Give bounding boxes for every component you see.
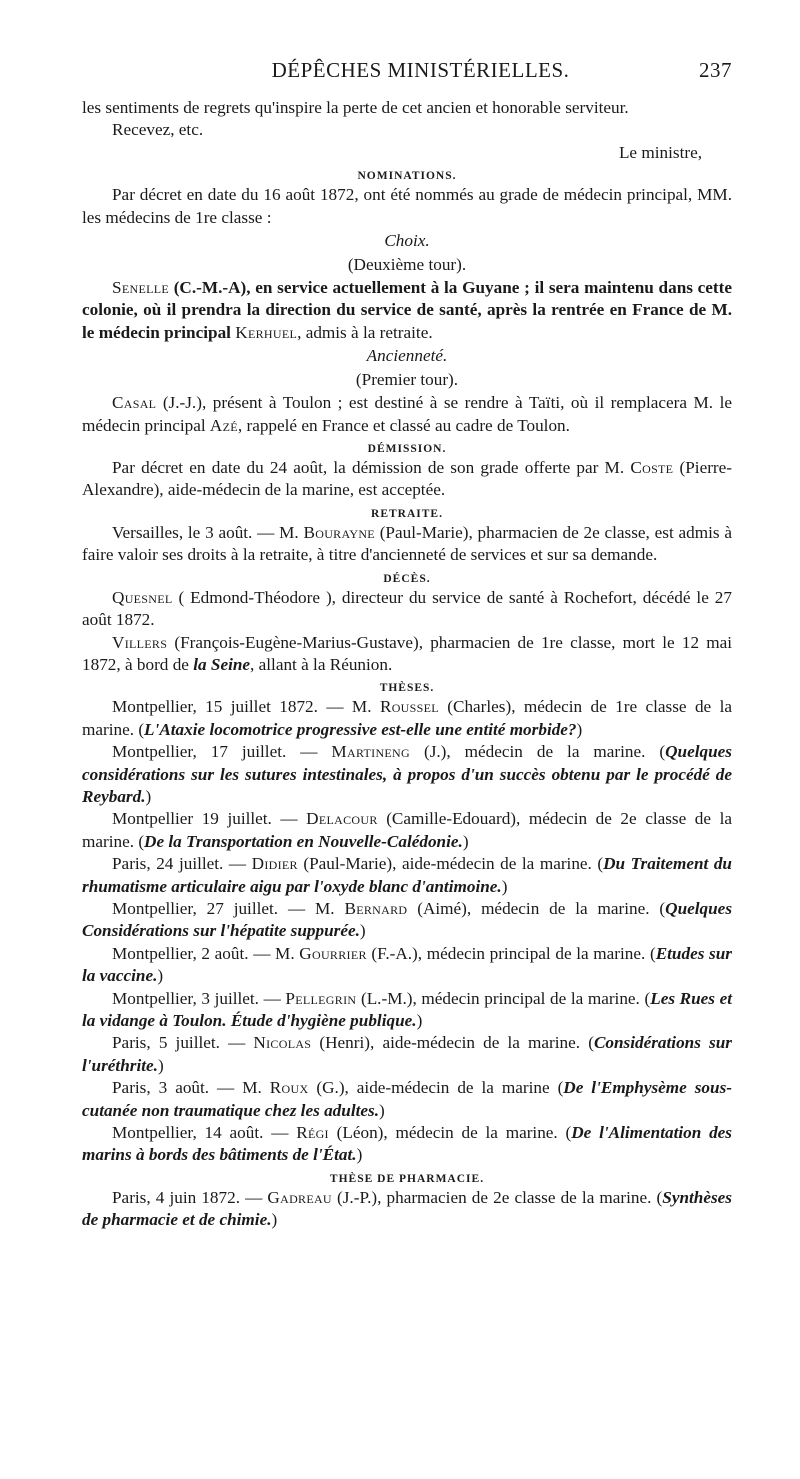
- person-name: Gourrier: [299, 943, 367, 963]
- person-name: Azé: [209, 415, 238, 435]
- entry-gadreau: [82, 1187, 732, 1232]
- thesis-title: De la Transportation en Nouvelle-Calédonie.: [144, 831, 463, 851]
- person-name: Roux: [269, 1078, 309, 1098]
- entry-text: Montpellier, 15 juillet 1872. — M.: [112, 697, 380, 717]
- thesis-entry: [82, 898, 732, 943]
- running-title: DÉPÊCHES MINISTÉRIELLES.: [271, 58, 570, 82]
- entry-text: (C.-M.-A), en service actuellement à la Guyane ; il sera maintenu dans cette colonie, où il prendra la direction du service de santé, après la rentrée en France de M. le médecin principal: [82, 278, 732, 342]
- thesis-title: Considérations sur l'uréthrite.: [82, 1033, 732, 1075]
- person-name: Quesnel: [112, 587, 173, 607]
- entry-text: ): [271, 1210, 278, 1230]
- thesis-title: Les Rues et la vidange à Toulon. Étude d'hygiène publique.: [82, 988, 733, 1030]
- section-heading-theses: THÈSES.: [379, 682, 435, 695]
- entry-text: ): [157, 966, 164, 986]
- entry-text: ): [157, 1055, 164, 1075]
- person-name: Coste: [630, 458, 674, 478]
- person-name: Senelle: [112, 278, 169, 298]
- thesis-entry: [82, 1032, 732, 1077]
- entry-text: (Camille-Edouard), médecin de 2e classe de la marine. (: [82, 809, 732, 851]
- thesis-entry: [82, 853, 732, 898]
- entry-text: Montpellier, 2 août. — M.: [112, 943, 300, 963]
- person-name: Martineng: [331, 742, 410, 762]
- entry-text: (J.), médecin de la marine. (: [410, 742, 666, 762]
- person-name: Didier: [251, 854, 298, 874]
- entry-text: (Henri), aide-médecin de la marine. (: [311, 1033, 594, 1053]
- signature: Le ministre,: [618, 142, 702, 162]
- entry-senelle: [82, 277, 732, 344]
- person-name: Kerhuel: [235, 322, 298, 342]
- thesis-title: De l'Alimentation des marins à bords des bâtiments de l'État.: [82, 1123, 732, 1165]
- thesis-title: L'Ataxie locomotrice progressive est-elle une entité morbide?: [144, 719, 577, 739]
- entry-text: Montpellier, 17 juillet. —: [112, 742, 332, 762]
- entry-text: (Aimé), médecin de la marine. (: [407, 898, 666, 918]
- thesis-entry: [82, 1077, 732, 1122]
- entry-text: Montpellier, 27 juillet. — M.: [112, 898, 345, 918]
- thesis-title: Synthèses de pharmacie et de chimie.: [82, 1187, 732, 1230]
- person-name: Gadreau: [267, 1187, 332, 1207]
- thesis-title: Etudes sur la vaccine.: [82, 943, 732, 986]
- entry-text: Montpellier, 3 juillet. —: [112, 988, 286, 1008]
- entry-text: (J.-P.), pharmacien de 2e classe de la marine. (: [331, 1187, 663, 1207]
- entry-text: Montpellier 19 juillet. —: [112, 809, 307, 829]
- person-name: Casal: [112, 393, 157, 413]
- thesis-entry: [82, 988, 732, 1033]
- entry-text: Paris, 5 juillet. —: [112, 1033, 254, 1053]
- thesis-title: Quelques Considérations sur l'hépatite suppurée.: [82, 898, 733, 941]
- section-heading-deces: DÉCÈS.: [383, 572, 431, 585]
- entry-text: Paris, 4 juin 1872. —: [112, 1187, 268, 1207]
- entry-text: (Paul-Marie), pharmacien de 2e classe, est admis à faire valoir ses droits à la retraite, à titre d'ancienneté de services et sur sa demande.: [82, 522, 732, 565]
- person-name: Bernard: [344, 898, 408, 918]
- entry-text: Versailles, le 3 août. — M.: [112, 522, 304, 542]
- thesis-title: De l'Emphysème sous-cutanée non traumatique chez les adultes.: [82, 1078, 732, 1120]
- entry-text: (Pierre-Alexandre), aide-médecin de la marine, est acceptée.: [82, 458, 732, 500]
- entry-text: Paris, 24 juillet. —: [112, 854, 252, 874]
- entry-text: Par décret en date du 24 août, la démission de son grade offerte par M.: [112, 458, 631, 478]
- entry-quesnel: [82, 587, 732, 632]
- person-name: Villers: [112, 632, 168, 652]
- ship-name: la Seine: [193, 654, 251, 674]
- thesis-entry: [82, 741, 732, 808]
- entry-retraite: [82, 522, 732, 567]
- section-heading-retraite: RETRAITE.: [371, 507, 443, 520]
- thesis-entry: [82, 943, 732, 988]
- subheading-premier-tour: (Premier tour).: [355, 370, 459, 390]
- entry-villers: [82, 632, 732, 677]
- entry-text: Montpellier, 14 août. —: [112, 1123, 297, 1143]
- entry-text: (Charles), médecin de 1re classe de la marine. (: [82, 697, 732, 739]
- entry-text: (J.-J.), présent à Toulon ; est destiné à se rendre à Taïti, où il remplacera M. le médecin principal: [82, 393, 732, 435]
- person-name: Bourayne: [303, 522, 375, 542]
- entry-text: ): [462, 831, 469, 851]
- thesis-title: Quelques considérations sur les sutures intestinales, à propos d'un succès obtenu par le procédé de Reybard.: [82, 742, 732, 806]
- page-number: 237: [699, 58, 732, 82]
- entry-text: ): [501, 876, 508, 896]
- entry-text: (F.-A.), médecin principal de la marine. (: [366, 943, 656, 963]
- thesis-entry: [82, 1122, 732, 1167]
- subheading-choix: Choix.: [384, 231, 430, 251]
- entry-demission: [82, 457, 732, 502]
- nominations-decree: Par décret en date du 16 août 1872, ont été nommés au grade de médecin principal, MM. les médecins de 1re classe :: [82, 185, 732, 227]
- section-heading-these-pharmacie: THÈSE DE PHARMACIE.: [329, 1172, 485, 1185]
- closing-formula: Recevez, etc.: [112, 120, 204, 140]
- entry-text: ): [145, 786, 152, 806]
- entry-text: ): [576, 719, 583, 739]
- thesis-entry: [82, 696, 732, 741]
- subheading-anciennete: Ancienneté.: [366, 346, 448, 366]
- entry-text: ): [379, 1100, 385, 1120]
- person-name: Delacour: [306, 809, 378, 829]
- entry-text: ): [359, 921, 366, 941]
- person-name: Nicolas: [253, 1033, 312, 1053]
- entry-text: ): [356, 1145, 363, 1165]
- section-heading-nominations: NOMINATIONS.: [357, 170, 457, 183]
- page-header: [82, 58, 732, 83]
- subheading-deuxieme-tour: (Deuxième tour).: [347, 255, 467, 275]
- entry-casal: [82, 392, 732, 437]
- theses-list: [82, 696, 732, 1167]
- person-name: Pellegrin: [285, 988, 357, 1008]
- entry-text: ( Edmond-Théodore ), directeur du service de santé à Rochefort, décédé le 27 août 1872.: [82, 587, 732, 630]
- entry-text: (François-Eugène-Marius-Gustave), pharmacien de 1re classe, mort le 12 mai 1872, à bord de: [82, 632, 732, 674]
- entry-text: ): [416, 1011, 423, 1030]
- entry-text: , admis à la retraite.: [297, 322, 433, 342]
- thesis-title: Du Traitement du rhumatisme articulaire aigu par l'oxyde blanc d'antimoine.: [82, 854, 732, 896]
- entry-text: , allant à la Réunion.: [250, 654, 393, 674]
- entry-text: (G.), aide-médecin de la marine (: [308, 1078, 564, 1098]
- section-heading-demission: DÉMISSION.: [367, 443, 447, 456]
- entry-text: , rappelé en France et classé au cadre de Toulon.: [237, 415, 570, 435]
- person-name: Roussel: [379, 697, 439, 717]
- entry-text: (Léon), médecin de la marine. (: [328, 1123, 572, 1143]
- intro-paragraph: les sentiments de regrets qu'inspire la perte de cet ancien et honorable serviteur.: [82, 98, 629, 117]
- person-name: Régi: [296, 1123, 329, 1143]
- entry-text: Paris, 3 août. — M.: [112, 1078, 270, 1098]
- entry-text: (L.-M.), médecin principal de la marine. (: [356, 988, 651, 1008]
- thesis-entry: [82, 808, 732, 853]
- entry-text: (Paul-Marie), aide-médecin de la marine. (: [297, 854, 604, 874]
